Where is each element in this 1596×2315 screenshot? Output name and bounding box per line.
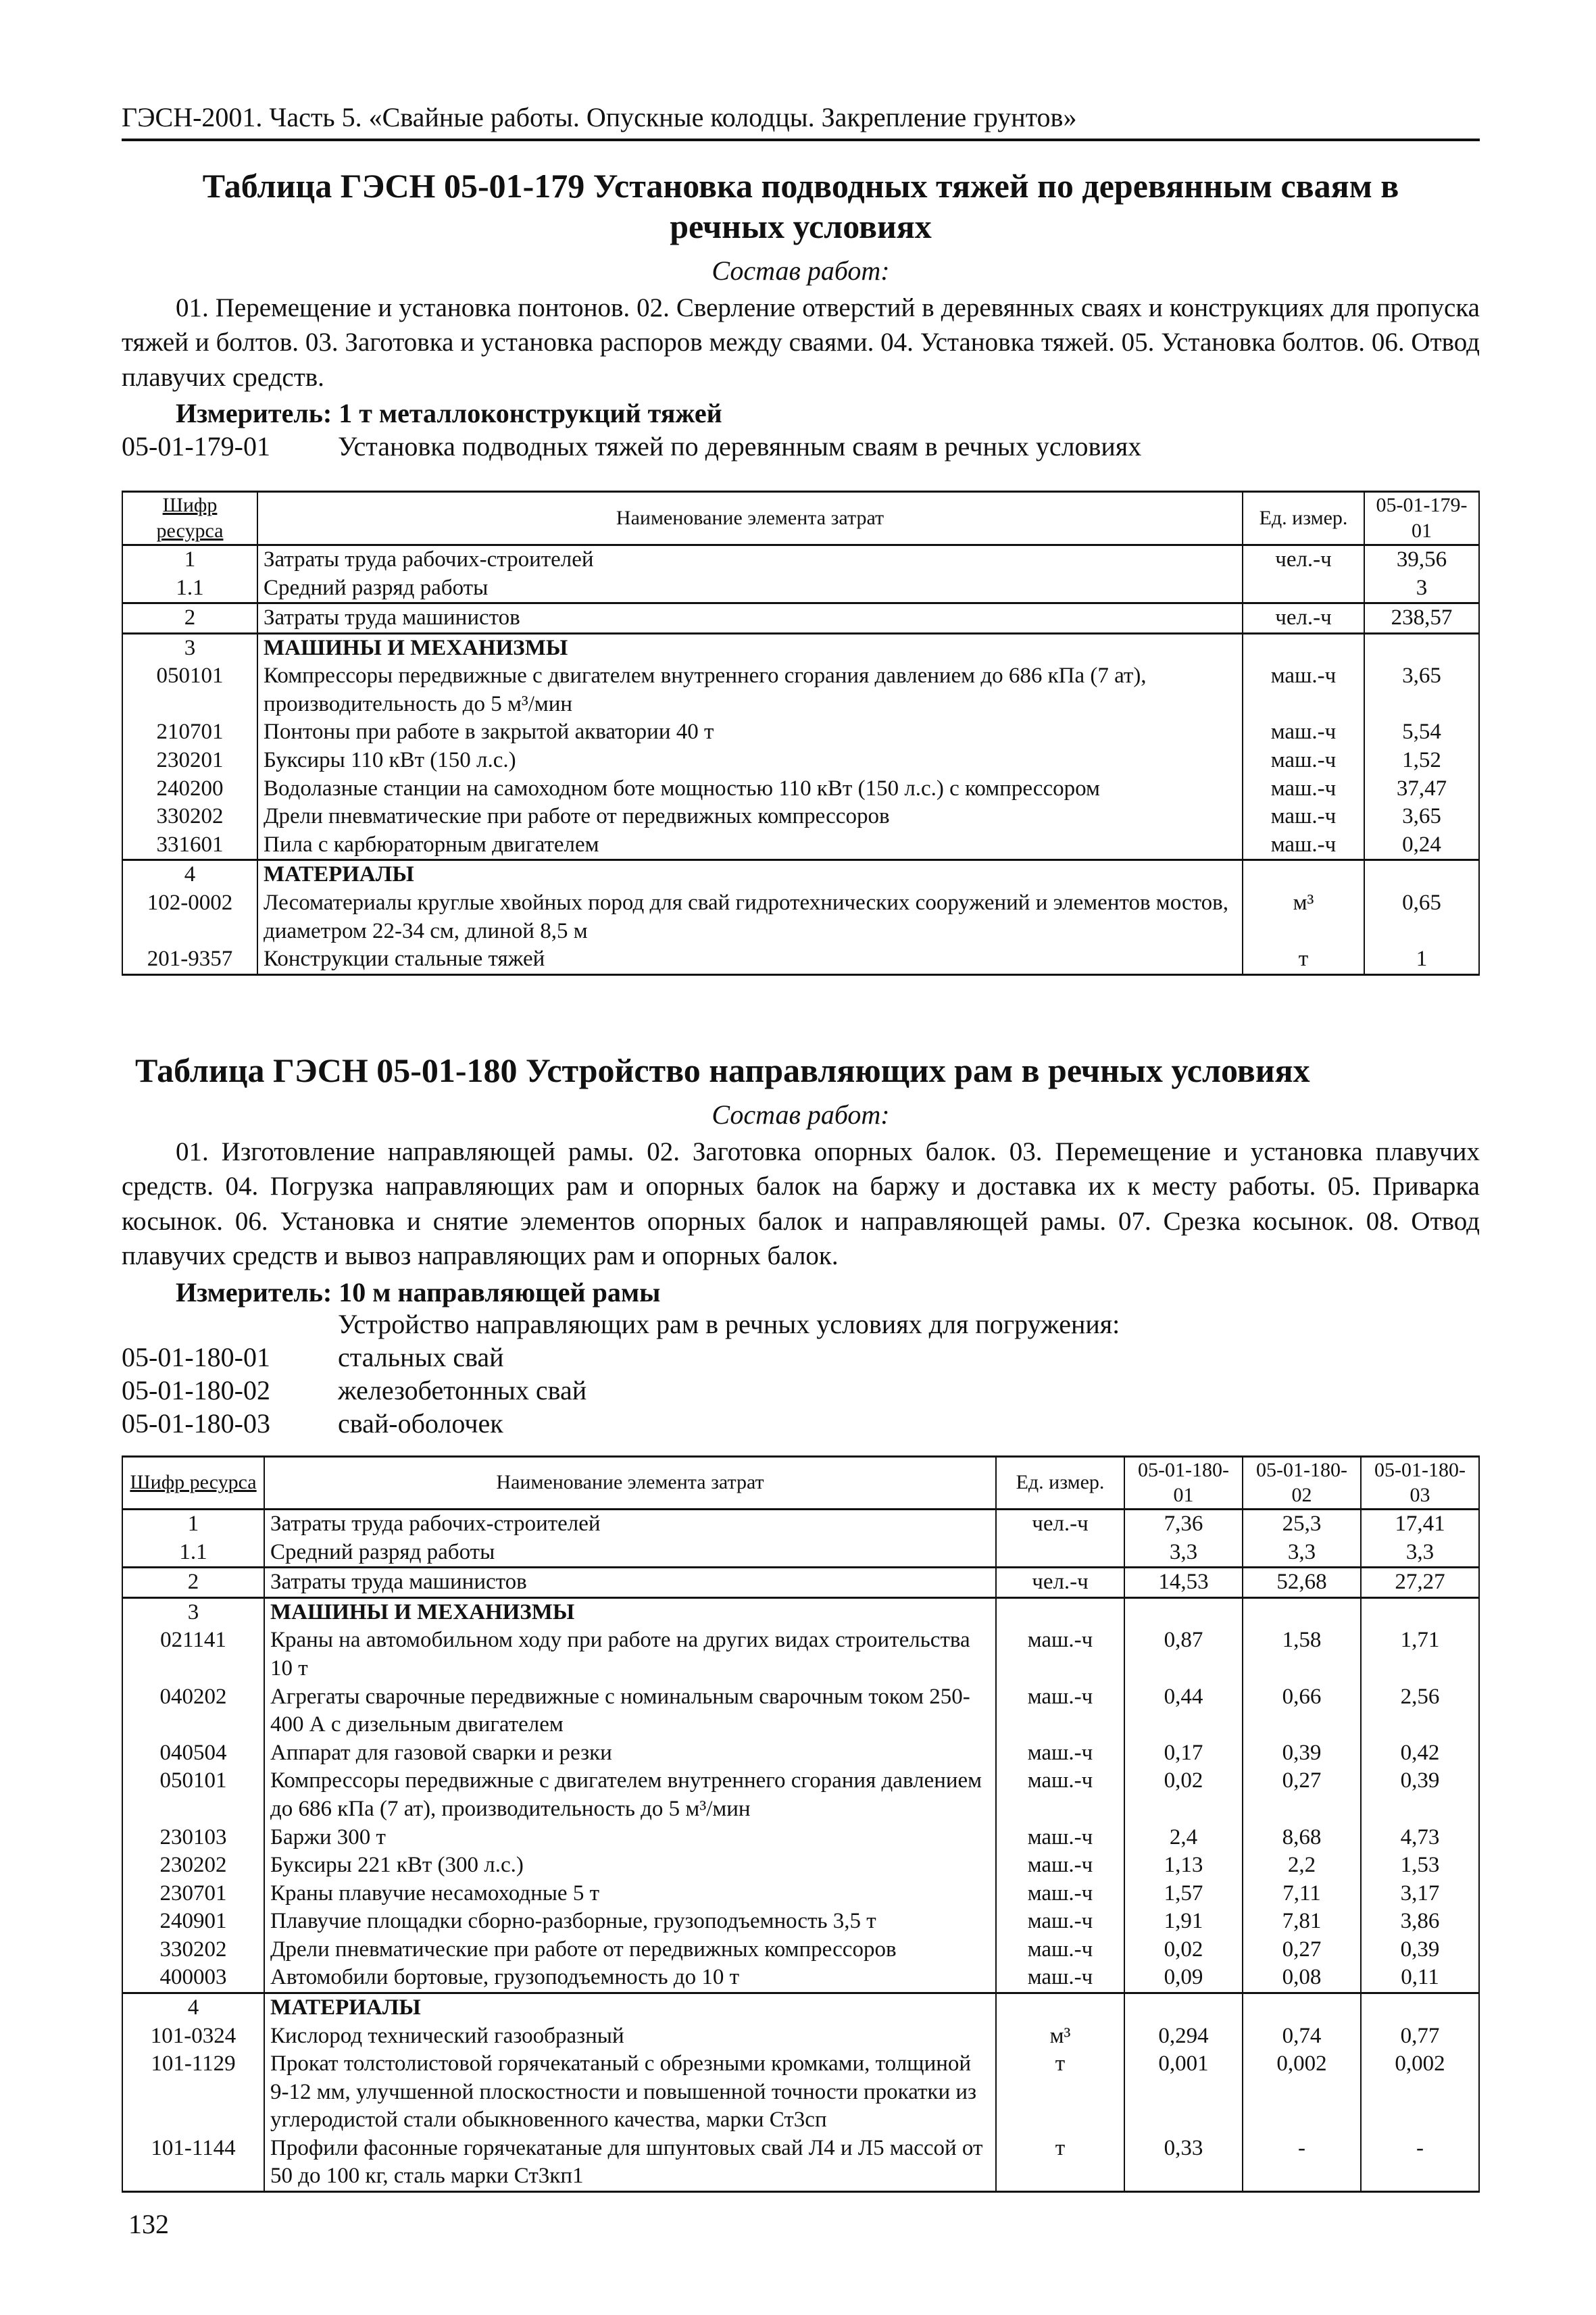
cell-name: Лесоматериалы круглые хвойных пород для свай гидротехнических сооружений и элементов мостов, диаметром 22-34 см, длиной 8,5 м (257, 889, 1243, 945)
cell-code: 1 (122, 1510, 264, 1539)
cell-value: 3 (1364, 574, 1479, 603)
cell-value: 3,3 (1361, 1539, 1479, 1568)
document-page (122, 101, 1480, 2193)
cell-value: 3,3 (1243, 1539, 1361, 1568)
cell-value: 0,65 (1364, 889, 1479, 945)
cell-code: 101-1129 (122, 2050, 264, 2135)
table-row (122, 2050, 1479, 2135)
cell-code: 040504 (122, 1739, 264, 1768)
cell-code: 101-0324 (122, 2022, 264, 2051)
cell-unit: маш.-ч (1243, 747, 1364, 775)
table-row (122, 1510, 1479, 1539)
cell-code: 1 (122, 545, 257, 574)
cell-unit (996, 1597, 1124, 1626)
cell-code: 240200 (122, 775, 257, 803)
table-row (122, 945, 1479, 974)
cell-value (1364, 860, 1479, 889)
cell-name: Краны плавучие несамоходные 5 т (264, 1880, 996, 1908)
cell-value: 5,54 (1364, 718, 1479, 747)
cell-value: 0,02 (1124, 1936, 1243, 1964)
cell-value (1243, 1993, 1361, 2022)
cell-value: 0,24 (1364, 831, 1479, 860)
cell-value: 0,27 (1243, 1767, 1361, 1823)
page-number: 132 (128, 2209, 169, 2239)
table-row (122, 831, 1479, 860)
cell-code: 331601 (122, 831, 257, 860)
cell-value: 0,002 (1243, 2050, 1361, 2135)
cell-code: 201-9357 (122, 945, 257, 974)
table-row (122, 803, 1479, 831)
cell-name: Затраты труда машинистов (257, 603, 1243, 634)
cell-value: 4,73 (1361, 1824, 1479, 1852)
cell-unit: маш.-ч (1243, 803, 1364, 831)
table-180-code-line (122, 1408, 1480, 1439)
header-col2: 05-01-180-02 (1243, 1456, 1361, 1510)
cell-value: 7,81 (1243, 1908, 1361, 1936)
table-row (122, 747, 1479, 775)
cell-code: 230201 (122, 747, 257, 775)
cell-name: Прокат толстолистовой горячекатаный с обрезными кромками, толщиной 9-12 мм, улучшенной плоскостности и повышенной точности прокатки из углеродистой стали обыкновенного качества, марки Ст3сп (264, 2050, 996, 2135)
cell-unit: маш.-ч (996, 1767, 1124, 1823)
cell-value: 0,74 (1243, 2022, 1361, 2051)
cell-name: МАТЕРИАЛЫ (257, 860, 1243, 889)
table-180-code-line (122, 1341, 1480, 1373)
cell-value: 2,2 (1243, 1851, 1361, 1880)
table-row (122, 1739, 1479, 1768)
cell-code: 1.1 (122, 574, 257, 603)
cell-value: 39,56 (1364, 545, 1479, 574)
table-row (122, 1851, 1479, 1880)
cell-unit: маш.-ч (1243, 775, 1364, 803)
cell-value: 0,66 (1243, 1683, 1361, 1739)
cell-unit: т (996, 2050, 1124, 2135)
cell-code: 230103 (122, 1824, 264, 1852)
cell-unit: маш.-ч (1243, 831, 1364, 860)
table-179-body (122, 545, 1479, 975)
cell-unit (1243, 633, 1364, 662)
table-row (122, 1683, 1479, 1739)
cell-value: 0,09 (1124, 1964, 1243, 1993)
header-col3: 05-01-180-03 (1361, 1456, 1479, 1510)
cell-value: 0,294 (1124, 2022, 1243, 2051)
cell-code: 2 (122, 1568, 264, 1598)
cell-value: 238,57 (1364, 603, 1479, 634)
code-line-code: 05-01-180-01 (122, 1341, 270, 1372)
cell-value: 25,3 (1243, 1510, 1361, 1539)
table-row (122, 1767, 1479, 1823)
cell-value (1124, 1597, 1243, 1626)
cell-unit: маш.-ч (996, 1739, 1124, 1768)
cell-unit (1243, 574, 1364, 603)
cell-unit: маш.-ч (996, 1851, 1124, 1880)
cell-value: 7,36 (1124, 1510, 1243, 1539)
cell-value: 0,39 (1361, 1767, 1479, 1823)
running-header: ГЭСН-2001. Часть 5. «Свайные работы. Опускные колодцы. Закрепление грунтов» (122, 101, 1480, 141)
table-row (122, 1908, 1479, 1936)
cell-unit (996, 1539, 1124, 1568)
table-row (122, 1539, 1479, 1568)
cell-value: 1,57 (1124, 1880, 1243, 1908)
code-line-code: 05-01-179-01 (122, 431, 270, 462)
cell-value: 0,42 (1361, 1739, 1479, 1768)
cell-value: 0,77 (1361, 2022, 1479, 2051)
header-name: Наименование элемента затрат (264, 1456, 996, 1510)
cell-value: 0,11 (1361, 1964, 1479, 1993)
cell-name: Кислород технический газообразный (264, 2022, 996, 2051)
cell-code: 102-0002 (122, 889, 257, 945)
cell-code: 101-1144 (122, 2135, 264, 2192)
cell-name: Дрели пневматические при работе от передвижных компрессоров (257, 803, 1243, 831)
code-line-text: свай-оболочек (338, 1408, 503, 1439)
table-180-title: Таблица ГЭСН 05-01-180 Устройство направляющих рам в речных условиях (135, 1051, 1310, 1089)
cell-name: Плавучие площадки сборно-разборные, грузоподъемность 3,5 т (264, 1908, 996, 1936)
table-row (122, 662, 1479, 718)
cell-value: 1,91 (1124, 1908, 1243, 1936)
table-row (122, 2022, 1479, 2051)
cell-unit: м³ (1243, 889, 1364, 945)
cell-name: Автомобили бортовые, грузоподъемность до 10 т (264, 1964, 996, 1993)
table-row (122, 860, 1479, 889)
code-line-text: стальных свай (338, 1341, 504, 1372)
table-row (122, 603, 1479, 634)
cell-value: 17,41 (1361, 1510, 1479, 1539)
cell-code: 3 (122, 1597, 264, 1626)
cell-value: 1,13 (1124, 1851, 1243, 1880)
table-179-izmeritel: Измеритель: 1 т металлоконструкций тяжей (176, 398, 722, 429)
cell-code: 050101 (122, 1767, 264, 1823)
cell-value: 0,002 (1361, 2050, 1479, 2135)
cell-value (1361, 1597, 1479, 1626)
cell-unit: т (1243, 945, 1364, 974)
code-line-code: 05-01-180-03 (122, 1408, 270, 1439)
cell-name: Средний разряд работы (264, 1539, 996, 1568)
cell-unit (1243, 860, 1364, 889)
header-name: Наименование элемента затрат (257, 492, 1243, 545)
cell-value (1364, 633, 1479, 662)
table-row (122, 889, 1479, 945)
cell-code: 240901 (122, 1908, 264, 1936)
cell-code: 1.1 (122, 1539, 264, 1568)
table-row (122, 633, 1479, 662)
table-row (122, 1880, 1479, 1908)
cell-value (1243, 1597, 1361, 1626)
cell-value: - (1243, 2135, 1361, 2192)
cell-unit: маш.-ч (996, 1683, 1124, 1739)
table-row (122, 1626, 1479, 1683)
table-row (122, 1597, 1479, 1626)
cell-value: 1 (1364, 945, 1479, 974)
cell-code: 210701 (122, 718, 257, 747)
cell-name: Затраты труда машинистов (264, 1568, 996, 1598)
cell-name: Водолазные станции на самоходном боте мощностью 110 кВт (150 л.с.) с компрессором (257, 775, 1243, 803)
table-row (122, 1964, 1479, 1993)
cell-name: Пила с карбюраторным двигателем (257, 831, 1243, 860)
cell-name: Буксиры 110 кВт (150 л.с.) (257, 747, 1243, 775)
table-row (122, 545, 1479, 574)
cell-name: МАШИНЫ И МЕХАНИЗМЫ (257, 633, 1243, 662)
table-row (122, 1568, 1479, 1598)
cell-code: 230202 (122, 1851, 264, 1880)
cell-value: 3,65 (1364, 662, 1479, 718)
table-179-works: 01. Перемещение и установка понтонов. 02. Сверление отверстий в деревянных сваях и конструкциях для пропуска тяжей и болтов. 03. Заготовка и установка распоров между сваями. 04. Установка тяжей. 05. Установка болтов. 06. Отвод плавучих средств. (122, 293, 1480, 392)
table-179 (122, 491, 1480, 975)
cell-value: 0,44 (1124, 1683, 1243, 1739)
cell-unit: чел.-ч (1243, 603, 1364, 634)
code-line-text: Установка подводных тяжей по деревянным сваям в речных условиях (338, 431, 1142, 462)
cell-value: 1,52 (1364, 747, 1479, 775)
cell-unit: чел.-ч (996, 1568, 1124, 1598)
cell-unit: маш.-ч (996, 1880, 1124, 1908)
cell-unit: маш.-ч (996, 1908, 1124, 1936)
header-col1: 05-01-179-01 (1364, 492, 1479, 545)
cell-value: 0,39 (1361, 1936, 1479, 1964)
cell-name: Средний разряд работы (257, 574, 1243, 603)
cell-value: 3,65 (1364, 803, 1479, 831)
cell-value: 0,39 (1243, 1739, 1361, 1768)
cell-code: 330202 (122, 1936, 264, 1964)
cell-value: 7,11 (1243, 1880, 1361, 1908)
cell-value: 3,3 (1124, 1539, 1243, 1568)
cell-unit: маш.-ч (996, 1824, 1124, 1852)
cell-code: 230701 (122, 1880, 264, 1908)
cell-name: Конструкции стальные тяжей (257, 945, 1243, 974)
cell-code: 330202 (122, 803, 257, 831)
cell-value: 0,001 (1124, 2050, 1243, 2135)
table-180-works: 01. Изготовление направляющей рамы. 02. Заготовка опорных балок. 03. Перемещение и установка плавучих средств. 04. Погрузка направляющих рам и опорных балок на баржу и доставка их к месту работы. 05. Приварка косынок. 06. Установка и снятие элементов опорных балок и направляющей рамы. 07. Срезка косынок. 08. Отвод плавучих средств и вывоз направляющих рам и опорных балок. (122, 1137, 1480, 1271)
cell-unit: м³ (996, 2022, 1124, 2051)
table-180-izmeritel: Измеритель: 10 м направляющей рамы (176, 1276, 661, 1308)
table-row (122, 1824, 1479, 1852)
cell-value: 37,47 (1364, 775, 1479, 803)
table-row (122, 775, 1479, 803)
cell-value: 3,86 (1361, 1908, 1479, 1936)
cell-value: 0,33 (1124, 2135, 1243, 2192)
cell-value: 8,68 (1243, 1824, 1361, 1852)
cell-unit: чел.-ч (996, 1510, 1124, 1539)
cell-unit: маш.-ч (1243, 718, 1364, 747)
code-line-code: 05-01-180-02 (122, 1374, 270, 1405)
cell-name: Затраты труда рабочих-строителей (264, 1510, 996, 1539)
cell-name: Баржи 300 т (264, 1824, 996, 1852)
cell-name: Аппарат для газовой сварки и резки (264, 1739, 996, 1768)
cell-code: 050101 (122, 662, 257, 718)
cell-value: 0,27 (1243, 1936, 1361, 1964)
table-180-body (122, 1510, 1479, 2192)
cell-unit: маш.-ч (996, 1626, 1124, 1683)
cell-value: 0,08 (1243, 1964, 1361, 1993)
cell-unit: маш.-ч (996, 1964, 1124, 1993)
cell-name: Дрели пневматические при работе от передвижных компрессоров (264, 1936, 996, 1964)
cell-value: - (1361, 2135, 1479, 2192)
table-row (122, 1993, 1479, 2022)
table-180-sostav-label: Состав работ: (712, 1099, 890, 1130)
cell-value: 0,02 (1124, 1767, 1243, 1823)
table-row (122, 574, 1479, 603)
cell-value: 27,27 (1361, 1568, 1479, 1598)
cell-unit: т (996, 2135, 1124, 2192)
cell-name: МАШИНЫ И МЕХАНИЗМЫ (264, 1597, 996, 1626)
table-180-code-line (122, 1374, 1480, 1406)
cell-name: Компрессоры передвижные с двигателем внутреннего сгорания давлением до 686 кПа (7 ат), производительность до 5 м³/мин (257, 662, 1243, 718)
cell-value: 2,56 (1361, 1683, 1479, 1739)
cell-code: 400003 (122, 1964, 264, 1993)
code-line-text: железобетонных свай (338, 1374, 587, 1405)
table-row (122, 1936, 1479, 1964)
cell-unit: чел.-ч (1243, 545, 1364, 574)
header-col1: 05-01-180-01 (1124, 1456, 1243, 1510)
cell-value: 1,53 (1361, 1851, 1479, 1880)
table-179-title: Таблица ГЭСН 05-01-179 Установка подводных тяжей по деревянным сваям в речных условиях (202, 167, 1399, 245)
cell-value: 1,71 (1361, 1626, 1479, 1683)
cell-unit: маш.-ч (996, 1936, 1124, 1964)
cell-name: Понтоны при работе в закрытой акватории 40 т (257, 718, 1243, 747)
cell-code: 3 (122, 633, 257, 662)
cell-value: 0,87 (1124, 1626, 1243, 1683)
cell-code: 021141 (122, 1626, 264, 1683)
cell-code: 2 (122, 603, 257, 634)
table-179-sostav-label: Состав работ: (712, 255, 890, 286)
header-code: Шифр ресурса (122, 1456, 264, 1510)
cell-name: Компрессоры передвижные с двигателем внутреннего сгорания давлением до 686 кПа (7 ат), производительность до 5 м³/мин (264, 1767, 996, 1823)
cell-code: 4 (122, 1993, 264, 2022)
header-unit: Ед. измер. (996, 1456, 1124, 1510)
header-code: Шифр ресурса (122, 492, 257, 545)
cell-name: Агрегаты сварочные передвижные с номинальным сварочным током 250-400 А с дизельным двигателем (264, 1683, 996, 1739)
table-180-intro: Устройство направляющих рам в речных условиях для погружения: (338, 1308, 1120, 1339)
cell-name: Краны на автомобильном ходу при работе на других видах строительства 10 т (264, 1626, 996, 1683)
cell-unit: маш.-ч (1243, 662, 1364, 718)
cell-name: Профили фасонные горячекатаные для шпунтовых свай Л4 и Л5 массой от 50 до 100 кг, сталь марки Ст3кп1 (264, 2135, 996, 2192)
cell-code: 040202 (122, 1683, 264, 1739)
table-179-code-line (122, 430, 1480, 462)
cell-value (1124, 1993, 1243, 2022)
cell-value: 1,58 (1243, 1626, 1361, 1683)
cell-value: 52,68 (1243, 1568, 1361, 1598)
table-180 (122, 1455, 1480, 2193)
cell-code: 4 (122, 860, 257, 889)
cell-name: Буксиры 221 кВт (300 л.с.) (264, 1851, 996, 1880)
cell-unit (996, 1993, 1124, 2022)
header-unit: Ед. измер. (1243, 492, 1364, 545)
cell-value: 2,4 (1124, 1824, 1243, 1852)
cell-name: Затраты труда рабочих-строителей (257, 545, 1243, 574)
cell-value: 0,17 (1124, 1739, 1243, 1768)
cell-value: 14,53 (1124, 1568, 1243, 1598)
cell-name: МАТЕРИАЛЫ (264, 1993, 996, 2022)
table-row (122, 2135, 1479, 2192)
cell-value (1361, 1993, 1479, 2022)
table-row (122, 718, 1479, 747)
cell-value: 3,17 (1361, 1880, 1479, 1908)
